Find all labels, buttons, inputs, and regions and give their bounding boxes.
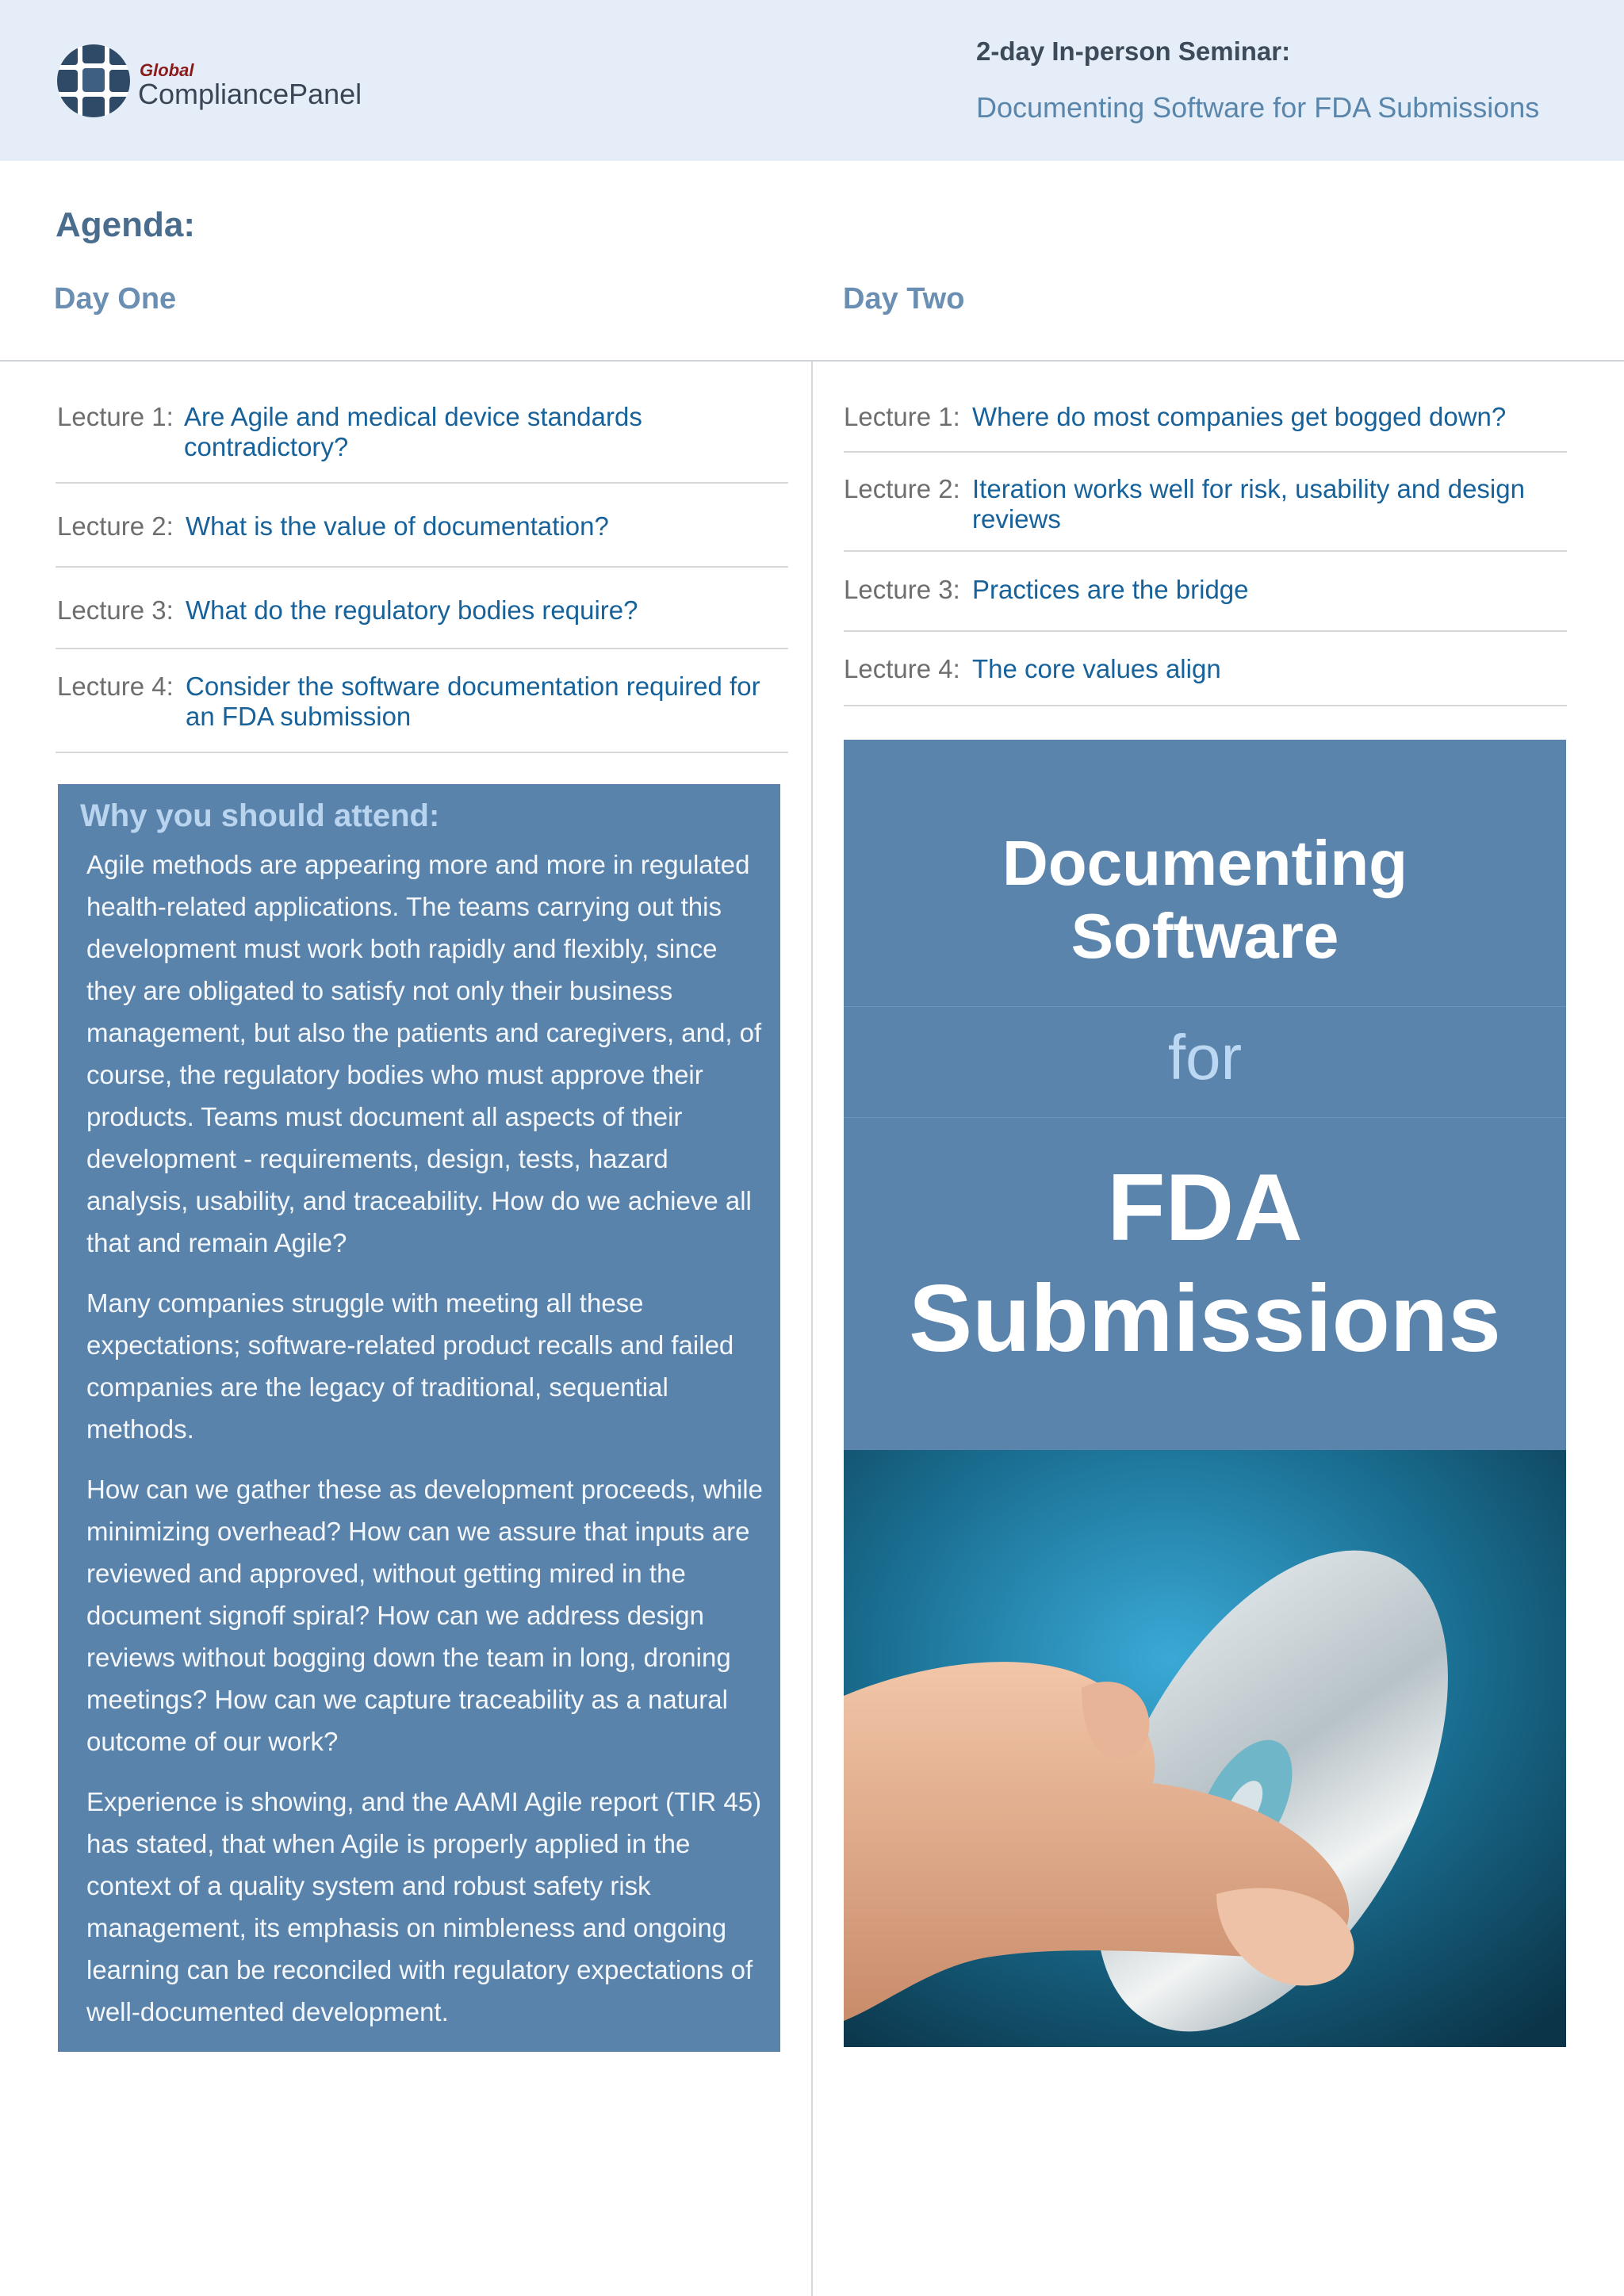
day-two-label: Day Two <box>843 282 965 316</box>
why-attend-paragraph: Agile methods are appearing more and more in regulated health-related applications. The teams carrying out this development must work both rapidly and flexibly, since they are obligated to satisfy not only their business management, but also the patients and caregivers, and, of course, the regulatory bodies who must approve their products. Teams must document all aspects of their development - requirements, design, tests, hazard analysis, usability, and traceability. How do we achieve all that and remain Agile? <box>86 850 762 1257</box>
agenda-title: Agenda: <box>56 205 195 244</box>
promo-divider <box>844 1006 1566 1007</box>
lecture-separator <box>56 752 788 753</box>
lecture-separator <box>844 630 1567 632</box>
seminar-type: 2-day In-person Seminar: <box>976 36 1291 66</box>
day-one-label: Day One <box>54 282 177 316</box>
day-one-lecture-3 <box>57 595 795 626</box>
lecture-title: Are Agile and medical device standards contradictory? <box>184 402 642 461</box>
logo-global-text: Global <box>140 60 194 80</box>
lecture-label: Lecture 1: <box>57 402 174 431</box>
lecture-label: Lecture 4: <box>844 654 960 683</box>
promo-word-documenting: Documenting <box>1002 828 1408 898</box>
lecture-label: Lecture 3: <box>57 595 174 625</box>
day-two-lecture-3 <box>844 575 1573 605</box>
lecture-title: What is the value of documentation? <box>186 511 609 541</box>
day-two-lecture-2 <box>844 474 1573 534</box>
why-attend-paragraph: How can we gather these as development proceeds, while minimizing overhead? How can we assure that inputs are reviewed and approved, without getting mired in the document signoff spiral? How can we address design reviews without bogging down the team in long, droning meetings? How can we capture traceability as a natural outcome of our work? <box>86 1475 763 1756</box>
seminar-title: Documenting Software for FDA Submissions <box>976 91 1540 124</box>
lecture-label: Lecture 2: <box>57 511 174 541</box>
lecture-title: Practices are the bridge <box>972 575 1249 604</box>
promo-divider <box>844 1117 1566 1118</box>
lecture-separator <box>56 648 788 649</box>
lecture-label: Lecture 4: <box>57 672 174 701</box>
lecture-separator <box>844 451 1567 453</box>
column-divider <box>811 362 813 2296</box>
lecture-label: Lecture 1: <box>844 402 960 431</box>
globe-logo-icon <box>56 40 132 122</box>
why-attend-paragraph: Many companies struggle with meeting all these expectations; software-related product recalls and failed companies are the legacy of traditional, sequential methods. <box>86 1288 734 1444</box>
why-attend-body <box>86 844 768 2051</box>
day-one-lecture-2 <box>57 511 795 541</box>
day-two-lecture-1 <box>844 402 1573 432</box>
lecture-label: Lecture 2: <box>844 474 960 503</box>
lecture-title: The core values align <box>972 654 1221 683</box>
lecture-separator <box>844 705 1567 706</box>
promo-word-fda: FDA <box>1107 1154 1303 1261</box>
lecture-title: Consider the software documentation required for an FDA submission <box>186 672 760 731</box>
why-attend-title: Why you should attend: <box>80 798 440 833</box>
lecture-separator <box>56 566 788 568</box>
promo-title-bottom <box>844 1152 1566 1374</box>
hand-holding-cd-photo <box>844 1450 1566 2047</box>
header-band <box>0 0 1624 161</box>
why-attend-box <box>58 784 780 2052</box>
day-one-lecture-1 <box>57 402 795 462</box>
lecture-title: Where do most companies get bogged down? <box>972 402 1507 431</box>
logo-name-text: CompliancePanel <box>138 78 362 110</box>
why-attend-paragraph: Experience is showing, and the AAMI Agile report (TIR 45) has stated, that when Agile is properly applied in the context of a quality system and robust safety risk management, its emphasis on nimbleness and ongoing learning can be reconciled with regulatory expectations of well-documented development. <box>86 1787 762 2026</box>
day-two-lecture-4 <box>844 654 1573 684</box>
promo-title-top <box>844 827 1566 973</box>
promo-word-for: for <box>1167 1022 1243 1093</box>
promo-word-submissions: Submissions <box>909 1265 1501 1372</box>
lecture-title: What do the regulatory bodies require? <box>186 595 638 625</box>
lecture-label: Lecture 3: <box>844 575 960 604</box>
day-one-lecture-4 <box>57 672 795 732</box>
lecture-separator <box>844 550 1567 552</box>
lecture-title: Iteration works well for risk, usability and design reviews <box>972 474 1525 534</box>
promo-panel <box>844 740 1566 2047</box>
logo <box>56 40 373 127</box>
promo-word-software: Software <box>1071 901 1339 971</box>
lecture-separator <box>56 482 788 484</box>
